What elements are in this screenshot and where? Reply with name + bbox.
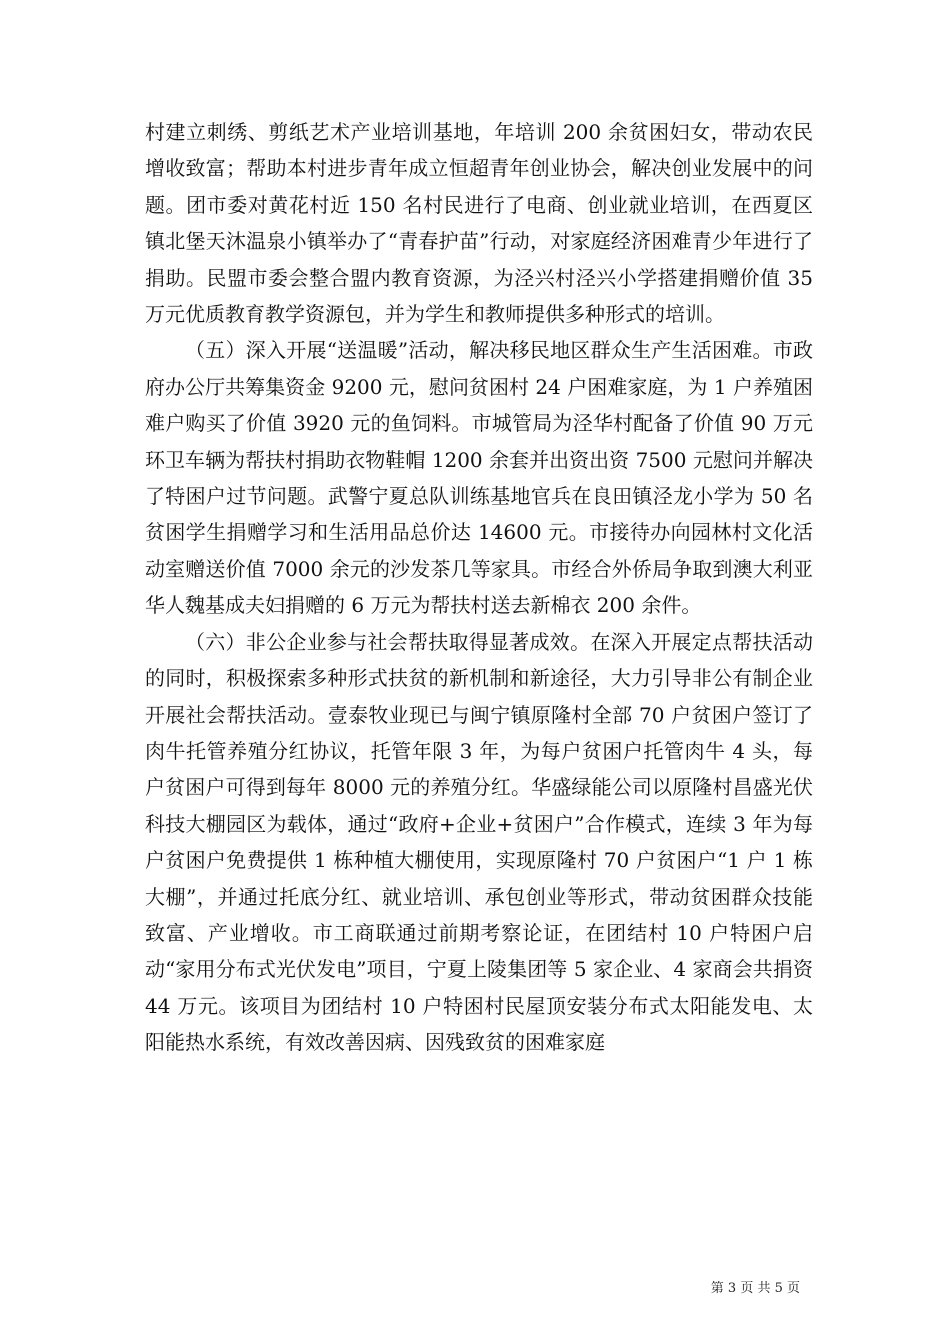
paragraph-private-enterprise-aid: （六）非公企业参与社会帮扶取得显著成效。在深入开展定点帮扶活动的同时，积极探索多种形式扶贫的新机制和新途径，大力引导非公有制企业开展社会帮扶活动。壹泰牧业现已与闽宁镇原隆村全部 70 户贫困户签订了肉牛托管养殖分红协议，托管年限 3 年，为每户贫困户托管肉牛 4 头，每户贫困户可得到每年 8000 元的养殖分红。华盛绿能公司以原隆村昌盛光伏科技大棚园区为载体，通过“政府+企业+贫困户”合作模式，连续 3 年为每户贫困户免费提供 1 栋种植大棚使用，实现原隆村 70 户贫困户“1 户 1 栋大棚”，并通过托底分红、就业培训、承包创业等形式，带动贫困群众技能致富、产业增收。市工商联通过前期考察论证，在团结村 10 户特困户启动“家用分布式光伏发电”项目，宁夏上陵集团等 5 家企业、4 家商会共捐资 44 万元。该项目为团结村 10 户特困村民屋顶安装分布式太阳能发电、太阳能热水系统，有效改善因病、因残致贫的困难家庭 xyxy=(145,629,813,1055)
document-body xyxy=(145,114,813,1061)
page-number: 第 3 页 共 5 页 xyxy=(710,1281,800,1296)
paragraph-continued-training: 村建立刺绣、剪纸艺术产业培训基地，年培训 200 余贫困妇女，带动农民增收致富；帮助本村进步青年成立恒超青年创业协会，解决创业发展中的问题。团市委对黄花村近 150 名村民进行了电商、创业就业培训，在西夏区镇北堡天沐温泉小镇举办了“青春护苗”行动，对家庭经济困难青少年进行了捐助。民盟市委会整合盟内教育资源，为泾兴村泾兴小学搭建捐赠价值 35 万元优质教育教学资源包，并为学生和教师提供多种形式的培训。 xyxy=(145,120,813,327)
paragraph-send-warmth: （五）深入开展“送温暖”活动，解决移民地区群众生产生活困难。市政府办公厅共筹集资金 9200 元，慰问贫困村 24 户困难家庭，为 1 户养殖困难户购买了价值 3920 元的鱼饲料。市城管局为泾华村配备了价值 90 万元环卫车辆为帮扶村捐助衣物鞋帽 1200 余套并出资出资 7500 元慰问并解决了特困户过节问题。武警宁夏总队训练基地官兵在良田镇泾龙小学为 50 名贫困学生捐赠学习和生活用品总价达 14600 元。市接待办向园林村文化活动室赠送价值 7000 余元的沙发茶几等家具。市经合外侨局争取到澳大利亚华人魏基成夫妇捐赠的 6 万元为帮扶村送去新棉衣 200 余件。 xyxy=(145,338,813,618)
